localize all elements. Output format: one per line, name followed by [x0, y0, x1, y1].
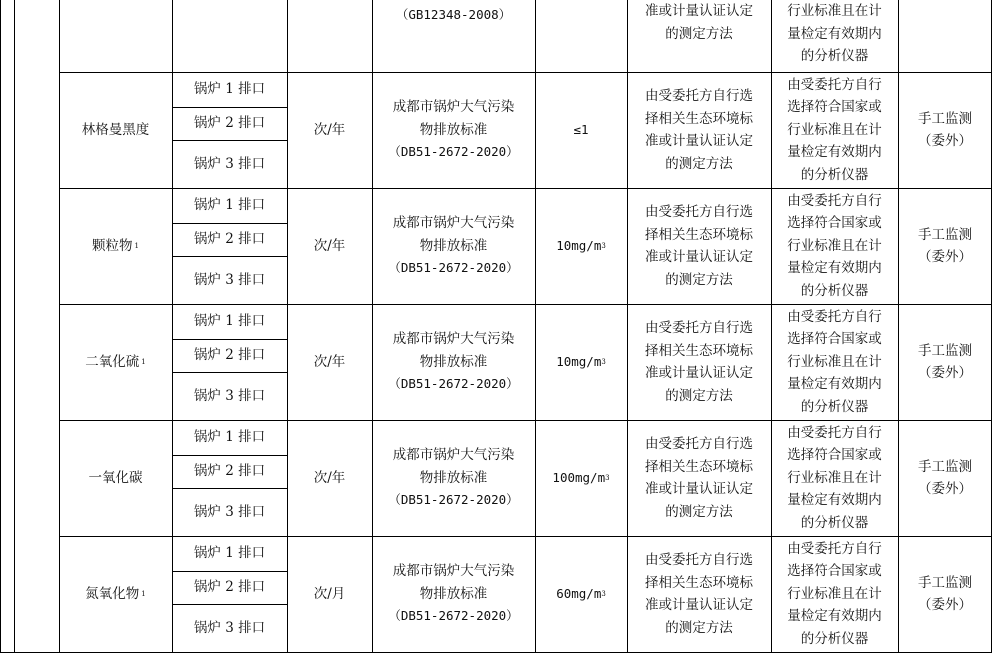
method-line: 准或计量认证认定 — [645, 597, 753, 613]
standard-line: （DB51-2672-2020） — [388, 376, 519, 392]
monitoring-mode-cell — [898, 420, 992, 536]
frequency-label: 次/年 — [313, 469, 346, 486]
standard-line: 成都市锅炉大气污染 — [392, 99, 515, 116]
monitoring-mode-cell — [898, 304, 992, 420]
standard-line: 物排放标准 — [419, 353, 488, 370]
pollutant-name — [59, 72, 172, 188]
outlet-cell — [172, 140, 287, 188]
frequency-label: 次/月 — [313, 585, 346, 602]
instrument-line: 选择符合国家或 — [787, 447, 882, 464]
instrument-line: 的分析仪器 — [800, 514, 869, 531]
outlet-cell — [172, 256, 287, 304]
limit-value: 10mg/m — [556, 353, 602, 369]
monitoring-mode-line: 手工监测 — [918, 342, 972, 359]
monitoring-mode-cell — [898, 536, 992, 652]
outlet-cell — [172, 455, 287, 488]
standard-line: 物排放标准 — [419, 585, 488, 602]
frequency-label: 次/年 — [313, 237, 346, 254]
frequency-cell — [287, 188, 372, 304]
outlet-label: 锅炉 1 排口 — [193, 81, 266, 98]
method-line: 由受委托方自行选 — [645, 552, 753, 568]
outlet-cell — [172, 188, 287, 223]
method-line: 由受委托方自行选 — [645, 204, 753, 220]
instrument-line: 选择符合国家或 — [787, 563, 882, 580]
limit-cell — [535, 420, 627, 536]
method-line: 的测定方法 — [665, 155, 733, 172]
frequency-cell — [287, 304, 372, 420]
pollutant-label: 林格曼黑度 — [81, 121, 150, 138]
instrument-line: 由受委托方自行 — [787, 76, 882, 93]
frequency-label: 次/年 — [313, 121, 346, 138]
limit-cell — [535, 188, 627, 304]
instrument-line: 行业标准且在计 — [787, 121, 882, 138]
method-cell — [627, 72, 771, 188]
method-line: 由受委托方自行选 — [645, 88, 753, 104]
standard-cell — [372, 72, 535, 188]
instrument-line: 量检定有效期内 — [787, 608, 882, 625]
pollutant-label: 二氧化硫 — [85, 353, 140, 370]
limit-unit-exponent: 3 — [605, 473, 610, 482]
standard-line: （DB51-2672-2020） — [388, 608, 519, 624]
outlet-label: 锅炉 3 排口 — [193, 271, 266, 288]
instrument-line: 的分析仪器 — [800, 282, 869, 299]
standard-ref-text: （GB12348-2008） — [395, 7, 512, 22]
instrument-line: 由受委托方自行 — [787, 424, 882, 441]
outlet-cell — [172, 420, 287, 455]
instrument-line: 行业标准且在计 — [787, 353, 882, 370]
instrument-line: 量检定有效期内 — [787, 260, 882, 277]
instrument-line: 选择符合国家或 — [787, 99, 882, 116]
outlet-cell — [172, 304, 287, 339]
instrument-line: 量检定有效期内 — [787, 376, 882, 393]
outlet-label: 锅炉 3 排口 — [193, 619, 266, 636]
method-cell — [627, 304, 771, 420]
monitoring-mode-line: （委外） — [918, 597, 972, 613]
instrument-line: 的分析仪器 — [800, 398, 869, 415]
limit-cell — [535, 304, 627, 420]
pollutant-name — [59, 536, 172, 652]
standard-line: 物排放标准 — [419, 469, 488, 486]
method-cell — [627, 188, 771, 304]
standard-cell — [372, 304, 535, 420]
instrument-line: 选择符合国家或 — [787, 331, 882, 348]
method-line: 由受委托方自行选 — [645, 320, 753, 336]
method-cell — [627, 0, 771, 50]
instrument-cell — [771, 536, 898, 652]
pollutant-footnote: 1 — [141, 357, 146, 366]
standard-line: （DB51-2672-2020） — [388, 144, 519, 160]
pollutant-label: 一氧化碳 — [88, 469, 143, 486]
limit-cell — [535, 536, 627, 652]
method-line: 的测定方法 — [665, 25, 733, 42]
outlet-cell — [172, 72, 287, 107]
limit-unit-exponent: 3 — [601, 589, 606, 598]
standard-cell — [372, 536, 535, 652]
standard-line: （DB51-2672-2020） — [388, 492, 519, 508]
outlet-label: 锅炉 1 排口 — [193, 197, 266, 214]
monitoring-mode-line: 手工监测 — [918, 458, 972, 475]
outlet-label: 锅炉 3 排口 — [193, 503, 266, 520]
instrument-line: 的分析仪器 — [800, 48, 869, 64]
frequency-cell — [287, 72, 372, 188]
method-line: 择相关生态环境标 — [645, 458, 753, 475]
monitoring-mode-line: 手工监测 — [918, 226, 972, 243]
outlet-cell — [172, 372, 287, 420]
monitoring-mode-cell — [898, 188, 992, 304]
pollutant-footnote: 1 — [141, 589, 146, 598]
method-line: 准或计量认证认定 — [645, 133, 753, 149]
limit-value: 60mg/m — [556, 585, 602, 601]
instrument-line: 由受委托方自行 — [787, 540, 882, 557]
monitoring-mode-line: （委外） — [918, 249, 972, 265]
outlet-cell — [172, 488, 287, 536]
method-cell — [627, 420, 771, 536]
outlet-label: 锅炉 1 排口 — [193, 429, 266, 446]
limit-unit-exponent: 3 — [601, 241, 606, 250]
instrument-line: 行业标准且在计 — [787, 585, 882, 602]
standard-line: 物排放标准 — [419, 121, 488, 138]
outlet-label: 锅炉 2 排口 — [193, 347, 266, 364]
instrument-line: 量检定有效期内 — [787, 25, 882, 42]
outlet-label: 锅炉 1 排口 — [193, 313, 266, 330]
instrument-cell — [771, 420, 898, 536]
frequency-cell — [287, 420, 372, 536]
method-line: 择相关生态环境标 — [645, 110, 753, 127]
frequency-cell — [287, 536, 372, 652]
outlet-label: 锅炉 3 排口 — [193, 387, 266, 404]
monitoring-mode-line: 手工监测 — [918, 110, 972, 127]
outlet-cell — [172, 339, 287, 372]
standard-line: 物排放标准 — [419, 237, 488, 254]
outlet-label: 锅炉 2 排口 — [193, 115, 266, 132]
instrument-line: 行业标准且在计 — [787, 469, 882, 486]
outlet-cell — [172, 571, 287, 604]
outlet-label: 锅炉 2 排口 — [193, 463, 266, 480]
limit-value: ≤1 — [573, 121, 589, 137]
outlet-cell — [172, 604, 287, 652]
pollutant-label: 氮氧化物 — [85, 585, 140, 602]
method-line: 准或计量认证认定 — [645, 3, 753, 19]
standard-line: 成都市锅炉大气污染 — [392, 447, 515, 464]
outlet-cell — [172, 223, 287, 256]
instrument-cell — [771, 0, 898, 72]
method-line: 准或计量认证认定 — [645, 249, 753, 265]
instrument-cell — [771, 188, 898, 304]
monitoring-mode-line: （委外） — [918, 481, 972, 497]
method-line: 的测定方法 — [665, 619, 733, 636]
limit-value: 10mg/m — [556, 237, 602, 253]
limit-unit-exponent: 3 — [601, 357, 606, 366]
method-line: 的测定方法 — [665, 503, 733, 520]
pollutant-footnote: 1 — [134, 241, 139, 250]
frequency-label: 次/年 — [313, 353, 346, 370]
outlet-label: 锅炉 1 排口 — [193, 545, 266, 562]
limit-value: 100mg/m — [552, 469, 606, 485]
method-line: 准或计量认证认定 — [645, 481, 753, 497]
standard-ref — [372, 0, 535, 28]
pollutant-name — [59, 188, 172, 304]
outlet-cell — [172, 107, 287, 140]
method-line: 由受委托方自行选 — [645, 436, 753, 452]
outlet-label: 锅炉 2 排口 — [193, 579, 266, 596]
instrument-line: 行业标准且在计 — [787, 237, 882, 254]
instrument-line: 的分析仪器 — [800, 630, 869, 647]
method-line: 择相关生态环境标 — [645, 226, 753, 243]
pollutant-name — [59, 304, 172, 420]
method-line: 的测定方法 — [665, 271, 733, 288]
monitoring-mode-line: 手工监测 — [918, 574, 972, 591]
method-line: 择相关生态环境标 — [645, 342, 753, 359]
instrument-line: 行业标准且在计 — [787, 3, 882, 19]
pollutant-name — [59, 420, 172, 536]
method-line: 准或计量认证认定 — [645, 365, 753, 381]
standard-line: 成都市锅炉大气污染 — [392, 215, 515, 232]
instrument-cell — [771, 304, 898, 420]
instrument-line: 选择符合国家或 — [787, 215, 882, 232]
monitoring-mode-cell — [898, 72, 992, 188]
method-line: 择相关生态环境标 — [645, 574, 753, 591]
standard-line: （DB51-2672-2020） — [388, 260, 519, 276]
standard-cell — [372, 420, 535, 536]
pollutant-label: 颗粒物 — [92, 237, 133, 254]
monitoring-mode-line: （委外） — [918, 133, 972, 149]
instrument-line: 由受委托方自行 — [787, 308, 882, 325]
outlet-cell — [172, 536, 287, 571]
method-line: 的测定方法 — [665, 387, 733, 404]
monitoring-mode-line: （委外） — [918, 365, 972, 381]
standard-cell — [372, 188, 535, 304]
instrument-line: 由受委托方自行 — [787, 192, 882, 209]
method-cell — [627, 536, 771, 652]
instrument-line: 的分析仪器 — [800, 166, 869, 183]
standard-line: 成都市锅炉大气污染 — [392, 331, 515, 348]
outlet-label: 锅炉 3 排口 — [193, 155, 266, 172]
instrument-cell — [771, 72, 898, 188]
instrument-line: 量检定有效期内 — [787, 492, 882, 509]
limit-cell — [535, 72, 627, 188]
instrument-line: 量检定有效期内 — [787, 144, 882, 161]
standard-line: 成都市锅炉大气污染 — [392, 563, 515, 580]
outlet-label: 锅炉 2 排口 — [193, 231, 266, 248]
